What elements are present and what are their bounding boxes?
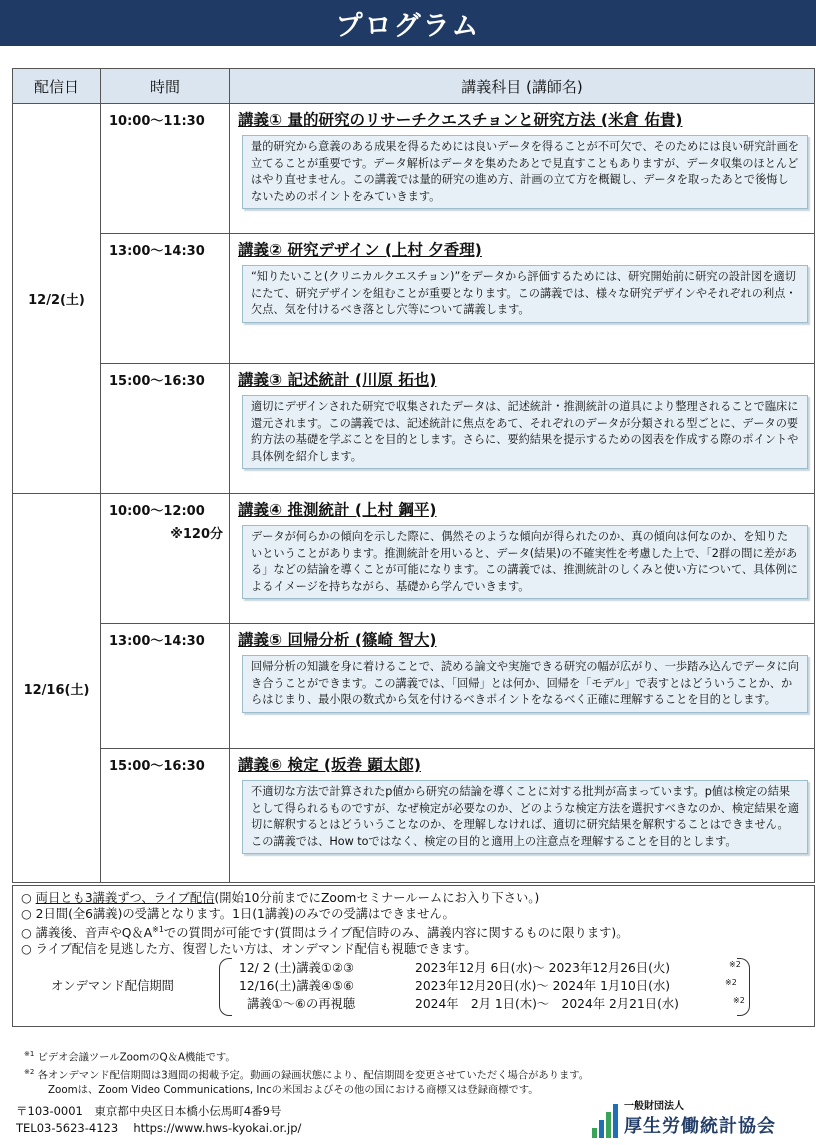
lecture-title: 講義① 量的研究のリサーチクエスチョンと研究方法 (米倉 佑貴) [238,111,683,129]
col-header-time: 時間 [101,69,230,104]
table-row [13,364,815,494]
page-header [0,0,816,46]
footnotes [24,1047,589,1097]
table-row [13,624,815,749]
table-row [13,234,815,364]
lecture-description: 回帰分析の知識を身に着けることで、読める論文や実施できる研究の幅が広がり、一歩踏み込んでデータに向き合うことができます。この講義では、「回帰」とは何か、回帰を「モデル」で表すとはどういうことか、からはじまり、最小限の数式から気を付けるべきポイントをなるべく正確に理解することを目的とします。 [242,655,808,713]
page-title: プログラム [335,10,481,42]
bullet: ○ [21,907,32,921]
table-header-row [13,69,815,104]
delivery-date: 12/2(土) [13,104,101,494]
delivery-date: 12/16(土) [13,494,101,883]
lecture-cell [230,234,815,364]
organization-logo [592,1097,776,1138]
bullet: ○ [21,926,32,941]
lecture-cell [230,494,815,624]
lecture-description: “知りたいこと(クリニカルクエスチョン)”をデータから評価するためには、研究開始前に研究の設計図を適切にたて、研究デザインを組むことが重要となります。この講義では、様々な研究デザインやそれぞれの利点・欠点、気を付けるべき落とし穴等について講義します。 [242,265,808,323]
lecture-cell [230,364,815,494]
col-header-subject: 講義科目 (講師名) [230,69,815,104]
lecture-title: 講義⑥ 検定 (坂巻 顕太郎) [238,756,421,774]
notes-box [12,885,815,1027]
lecture-cell [230,104,815,234]
bullet: ○ [21,891,32,905]
note-live-highlight: 両日とも3講義ずつ、ライブ配信 [35,891,215,905]
table-row [13,494,815,624]
lecture-title: 講義④ 推測統計 (上村 鋼平) [238,501,437,519]
note-line: ○ 2日間(全6講義)の受講となります。1日(1講義)のみでの受講はできません。 [21,907,455,921]
postal-address: 〒103-0001 東京都中央区日本橋小伝馬町4番9号 [16,1104,282,1118]
footnote-mark: ※1 [152,925,164,934]
table-row [13,749,815,883]
logo-subtitle: 一般財団法人 [624,1101,684,1112]
logo-bars-icon [592,1104,618,1138]
lecture-cell [230,624,815,749]
footnote: $^{※1}$ ビデオ会議ツールZoomのQ＆A機能です。 [24,1050,236,1064]
ondemand-row: 講義①～⑥の再視聴 2024年 2月 1日(木)～ 2024年 2月21日(水) ※2 [247,996,745,1012]
lecture-time: 15:00～16:30 [101,364,230,494]
ondemand-row: 12/16(土)講義④⑤⑥ 2023年12月20日(水)～ 2024年 1月10日(水) ※2 [239,978,737,994]
note-line: ○ 講義後、音声やQ＆$A^{※1}$での質問が可能です(質問はライブ配信時のみ、講義内容に関するものに限ります)。 [21,925,629,941]
ondemand-label: オンデマンド配信期間 [51,979,174,994]
lecture-time: 13:00～14:30 [101,624,230,749]
lecture-time: 13:00～14:30 [101,234,230,364]
ondemand-schedule [21,958,806,1016]
phone-and-url: TEL03-5623-4123 https://www.hws-kyokai.or.jp/ [16,1121,302,1135]
logo-name: 厚生労働統計協会 [624,1116,776,1137]
note-line: ○ ライブ配信を見逃した方、復習したい方は、オンデマンド配信も視聴できます。 [21,942,477,957]
lecture-title: 講義③ 記述統計 (川原 拓也) [238,371,437,389]
table-row [13,104,815,234]
lecture-time: 10:00～11:30 [101,104,230,234]
note-line [21,890,806,906]
col-header-date: 配信日 [13,69,101,104]
bracket-left [219,958,232,1016]
lecture-description: データが何らかの傾向を示した際に、偶然そのような傾向が得られたのか、真の傾向は何なのか、を知りたいということがあります。推測統計を用いると、データ(結果)の不確実性を考慮した上で、「2群の間に差がある」などの結論を導くことが可能になります。この講義では、推測統計のしくみと使い方について、具体例によるイメージを持ちながら、基礎から学んでいきます。 [242,525,808,599]
footnote: $^{※2}$ 各オンデマンド配信期間は3週間の掲載予定。動画の録画状態により、配信期間を変更させていただく場合があります。 [24,1067,590,1082]
bullet: ○ [21,942,32,957]
lecture-cell [230,749,815,883]
lecture-title: 講義② 研究デザイン (上村 夕香理) [238,241,482,259]
lecture-time: 10:00～12:00 ※120分 [101,494,230,624]
duration-note: ※120分 [170,527,223,542]
program-table [12,68,815,883]
contact-info [16,1103,301,1137]
lecture-title: 講義⑤ 回帰分析 (篠崎 智大) [238,631,437,649]
lecture-description: 不適切な方法で計算されたp値から研究の結論を導くことに対する批判が高まっています。p値は検定の結果として得られるものですが、なぜ検定が必要なのか、どのような検定方法を選択すべきなのか、検定結果を適切に解釈するとはどういうことなのか、を理解しなければ、適切に研究結果を解釈することはできません。この講義では、How toではなく、検定の目的と適用上の注意点を理解することを目的とします。 [242,780,808,854]
ondemand-row: 12/ 2 (土)講義①②③ 2023年12月 6日(水)～ 2023年12月26日(火) ※2 [239,960,741,976]
footnote: Zoomは、Zoom Video Communications, Incの米国およびその他の国における商標又は登録商標です。 [48,1083,539,1096]
lecture-description: 量的研究から意義のある成果を得るためには良いデータを得ることが不可欠で、そのためには良い研究計画を立てることが重要です。データ解析はデータを集めたあとで見直すこともありますが、データ収集のほとんどはやり直せません。この講義では量的研究の進め方、計画の立て方を概観し、データを取ったあとで後悔しないためのポイントをみていきます。 [242,135,808,209]
lecture-time: 15:00～16:30 [101,749,230,883]
lecture-description: 適切にデザインされた研究で収集されたデータは、記述統計・推測統計の道具により整理されることで臨床に還元されます。この講義では、記述統計に焦点をあて、それぞれのデータが分類される型ごとに、データの要約方法の基礎を学ぶことを目的とします。さらに、要約結果を提示するための図表を作成する際のポイントや具体例を紹介します。 [242,395,808,469]
note-live-detail: (開始10分前までにZoomセミナールームにお入り下さい。) [214,891,540,905]
